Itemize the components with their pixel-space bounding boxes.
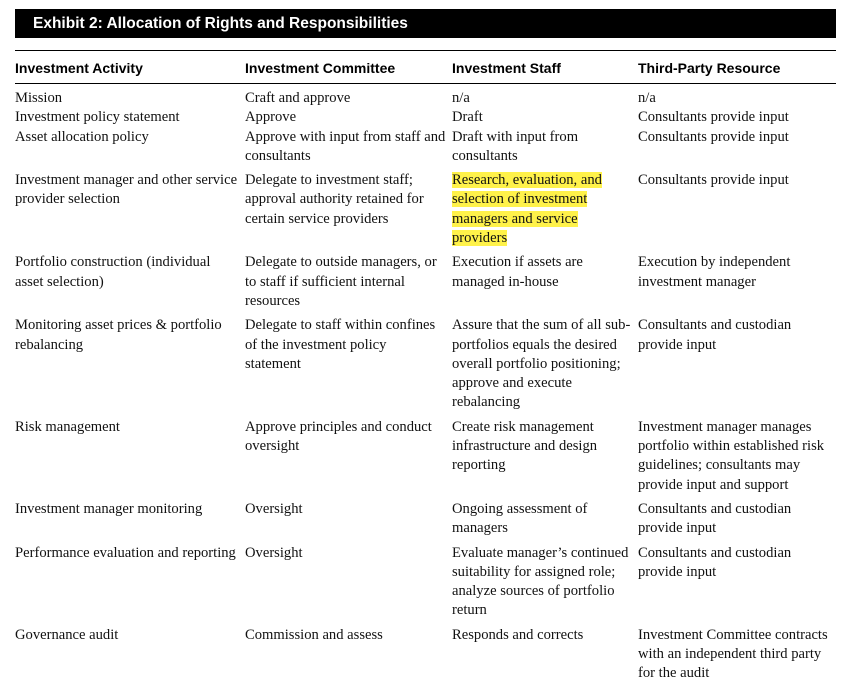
cell-activity-text: Risk management bbox=[15, 418, 120, 435]
table-row bbox=[15, 128, 836, 167]
exhibit-title: Exhibit 2: Allocation of Rights and Responsibilities bbox=[15, 9, 836, 38]
table-header bbox=[15, 51, 836, 84]
cell-committee bbox=[245, 128, 452, 167]
cell-staff bbox=[452, 500, 638, 539]
cell-activity-text: Investment policy statement bbox=[15, 109, 180, 126]
cell-activity bbox=[15, 544, 245, 621]
cell-activity-text: Monitoring asset prices & portfolio rebalancing bbox=[15, 317, 222, 353]
cell-committee-text: Approve with input from staff and consultants bbox=[245, 128, 446, 164]
cell-third-party bbox=[638, 500, 836, 539]
cell-staff-text: Draft with input from consultants bbox=[452, 128, 579, 164]
cell-activity-text: Portfolio construction (individual asset selection) bbox=[15, 254, 211, 290]
cell-activity-text: Mission bbox=[15, 90, 63, 106]
cell-staff bbox=[452, 418, 638, 495]
cell-activity bbox=[15, 128, 245, 167]
cell-committee bbox=[245, 316, 452, 412]
cell-staff-text: n/a bbox=[452, 90, 470, 106]
cell-committee bbox=[245, 626, 452, 684]
column-header-third-party: Third-Party Resource bbox=[638, 51, 836, 84]
cell-staff-text: Execution if assets are managed in-house bbox=[452, 254, 583, 290]
table-row bbox=[15, 316, 836, 412]
column-header-staff: Investment Staff bbox=[452, 51, 638, 84]
cell-third-party bbox=[638, 418, 836, 495]
cell-staff-text: Evaluate manager’s continued suitability for assigned role; analyze sources of portfolio return bbox=[452, 544, 629, 619]
cell-activity bbox=[15, 500, 245, 539]
cell-activity bbox=[15, 626, 245, 684]
cell-committee bbox=[245, 253, 452, 311]
cell-staff-text: Create risk management infrastructure and design reporting bbox=[452, 418, 598, 474]
cell-third-party-text: Execution by independent investment manager bbox=[638, 254, 791, 290]
cell-staff-text: Draft bbox=[452, 109, 483, 126]
cell-third-party-text: Consultants and custodian provide input bbox=[638, 544, 792, 580]
cell-committee bbox=[245, 171, 452, 248]
cell-third-party-text: Investment Committee contracts with an independent third party for the audit bbox=[638, 626, 828, 682]
cell-third-party bbox=[638, 626, 836, 684]
cell-staff bbox=[452, 316, 638, 412]
cell-third-party-text: Consultants and custodian provide input bbox=[638, 500, 792, 537]
cell-third-party bbox=[638, 84, 836, 109]
cell-committee-text: Oversight bbox=[245, 500, 303, 517]
row-spacer-cell bbox=[15, 684, 836, 689]
cell-staff bbox=[452, 128, 638, 167]
table-row bbox=[15, 626, 836, 684]
table-row bbox=[15, 84, 836, 109]
cell-staff bbox=[452, 171, 638, 248]
column-header-activity: Investment Activity bbox=[15, 51, 245, 84]
cell-activity-text: Investment manager monitoring bbox=[15, 500, 203, 517]
table-row bbox=[15, 500, 836, 539]
responsibilities-table bbox=[15, 51, 836, 689]
table-row bbox=[15, 253, 836, 311]
cell-committee bbox=[245, 108, 452, 127]
cell-third-party bbox=[638, 253, 836, 311]
cell-staff-text: Assure that the sum of all sub-portfolios equals the desired overall portfolio positioning; approve and execute rebalancing bbox=[452, 317, 631, 411]
cell-activity bbox=[15, 418, 245, 495]
cell-third-party-text: Consultants provide input bbox=[638, 128, 789, 145]
column-header-committee: Investment Committee bbox=[245, 51, 452, 84]
cell-third-party-text: Consultants provide input bbox=[638, 172, 789, 189]
cell-staff-text: Ongoing assessment of managers bbox=[452, 500, 588, 537]
cell-activity-text: Performance evaluation and reporting bbox=[15, 544, 236, 561]
cell-activity-text: Governance audit bbox=[15, 626, 119, 643]
cell-staff bbox=[452, 84, 638, 109]
cell-activity bbox=[15, 253, 245, 311]
cell-committee-text: Approve principles and conduct oversight bbox=[245, 418, 432, 455]
cell-committee-text: Delegate to outside managers, or to staff if sufficient internal resources bbox=[245, 254, 437, 309]
cell-committee-text: Delegate to investment staff; approval authority retained for certain service providers bbox=[245, 172, 424, 227]
cell-third-party bbox=[638, 108, 836, 127]
table-row bbox=[15, 418, 836, 495]
exhibit bbox=[15, 9, 836, 689]
cell-third-party-text: Consultants provide input bbox=[638, 109, 789, 126]
cell-activity bbox=[15, 316, 245, 412]
cell-activity bbox=[15, 84, 245, 109]
cell-third-party-text: Consultants and custodian provide input bbox=[638, 317, 792, 353]
cell-committee-text: Oversight bbox=[245, 544, 303, 561]
cell-staff bbox=[452, 544, 638, 621]
cell-third-party-text: Investment manager manages portfolio within established risk guidelines; consultants may provide input and support bbox=[638, 418, 825, 493]
cell-committee bbox=[245, 544, 452, 621]
cell-staff-text: Responds and corrects bbox=[452, 626, 584, 643]
highlighted-text: Research, evaluation, and selection of investment managers and service providers bbox=[452, 172, 602, 247]
cell-third-party bbox=[638, 316, 836, 412]
cell-committee-text: Craft and approve bbox=[245, 90, 351, 106]
cell-activity-text: Asset allocation policy bbox=[15, 128, 149, 145]
cell-committee-text: Commission and assess bbox=[245, 626, 383, 643]
cell-third-party bbox=[638, 171, 836, 248]
cell-third-party bbox=[638, 544, 836, 621]
table-body bbox=[15, 84, 836, 689]
cell-committee bbox=[245, 500, 452, 539]
cell-activity bbox=[15, 108, 245, 127]
cell-third-party bbox=[638, 128, 836, 167]
cell-committee bbox=[245, 84, 452, 109]
cell-activity-text: Investment manager and other service provider selection bbox=[15, 172, 238, 208]
row-spacer bbox=[15, 684, 836, 689]
cell-committee-text: Approve bbox=[245, 109, 297, 126]
table-row bbox=[15, 544, 836, 621]
cell-committee-text: Delegate to staff within confines of the investment policy statement bbox=[245, 317, 436, 372]
table-row bbox=[15, 171, 836, 248]
cell-committee bbox=[245, 418, 452, 495]
cell-staff bbox=[452, 626, 638, 684]
cell-staff bbox=[452, 253, 638, 311]
header-row bbox=[15, 51, 836, 84]
table-row bbox=[15, 108, 836, 127]
cell-staff bbox=[452, 108, 638, 127]
cell-third-party-text: n/a bbox=[638, 90, 656, 106]
cell-activity bbox=[15, 171, 245, 248]
